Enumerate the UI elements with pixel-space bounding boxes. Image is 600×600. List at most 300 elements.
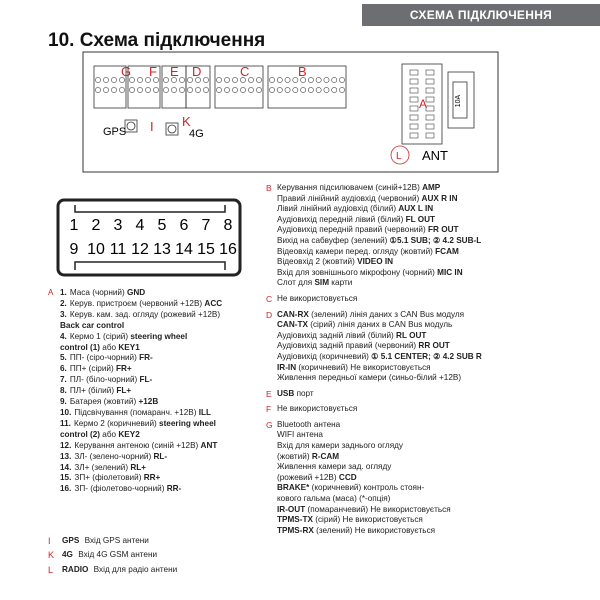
connector-a-pin [426,106,434,111]
connector-pin [129,77,134,82]
legend-lines [277,404,596,415]
group-letter: D [266,309,273,320]
pin-signal: ILL [198,407,212,417]
desc: Аудіовихід (коричневий) [277,351,372,361]
gps-label: GPS [103,126,127,138]
pin-number: 12 [131,241,149,258]
letter-i: I [150,119,154,134]
pin-row [48,419,278,430]
antenna-text [62,563,177,577]
legend-line [277,320,596,331]
pin-signal: KEY1 [118,342,140,352]
pin-number: 15 [197,241,215,258]
desc: (зелений) Не використовується [313,525,436,535]
pin-row [48,353,278,364]
pin-signal: Back car control [60,320,125,330]
pin-signal: steering wheel [159,418,216,428]
group-letter: A [48,288,54,297]
legend-line [277,257,596,268]
connector-pin [232,87,237,92]
pin-row [48,343,278,354]
signal: SIM [314,278,330,288]
ant-label: ANT [422,148,448,163]
connector-pin [248,87,253,92]
pin-signal: RL+ [130,462,147,472]
connector-pin [339,87,344,92]
pin-desc: Батарея (жовтий) [69,397,139,407]
pin-number: 7 [201,217,211,234]
pin-row [48,375,278,386]
pin-signal: control (1) [60,342,101,352]
legend-line [277,225,596,236]
group-letter: I [48,536,51,546]
connector-letter: D [192,64,202,79]
pin-row [48,364,278,375]
pin-row [48,452,278,463]
desc: кового гальма (маса) (*-опція) [277,494,391,504]
pin-desc: Керув. пристроєм (червоний +12В) [69,298,205,308]
connector-a-pin [410,133,418,138]
group-letter [48,343,60,354]
fuse-label: 10A [455,94,462,108]
pin-desc: Маса (чорний) [69,288,128,297]
header-band: СХЕМА ПІДКЛЮЧЕННЯ [362,4,600,26]
group-letter: G [266,419,273,430]
connector-letter: G [121,64,132,79]
antenna-signal: RADIO [62,564,89,574]
connector-pin [324,77,329,82]
signal: AMP [422,183,441,192]
pin-text [60,353,153,364]
connector-pin [179,77,184,82]
pin-signal: steering wheel [130,331,188,341]
pin-row [48,441,278,452]
desc: Відеовхід камери перед. огляду (жовтий) [277,246,436,256]
legend-line [277,268,596,279]
connector-pin [332,77,337,82]
pin-number: 14 [175,241,193,258]
pin-desc: Керув. кам. зад. огляду (рожевий +12В) [69,309,221,319]
pin-number: 6 [179,217,189,234]
group-letter [48,441,60,452]
connector-pin [171,87,176,92]
pin-desc: або [100,342,119,352]
connector-pin [224,77,229,82]
connector-block [94,64,346,108]
group-letter [48,375,60,386]
connector-pin [163,77,168,82]
pin-desc: ПП- (сіро-чорний) [69,353,140,363]
legend-line [277,278,596,289]
group-letter [48,408,60,419]
connector-a-pin [426,97,434,102]
legend-line [277,194,596,205]
desc: (помаранчевий) Не використовується [305,504,451,514]
connector-a-pin [426,133,434,138]
connector-pin [308,77,313,82]
connector-pin [95,77,100,82]
pin-number: 3 [113,217,123,234]
connector16-key-bottom [75,262,225,270]
pin-desc: ПЛ- (біло-чорний) [69,375,140,385]
connector-pin [137,87,142,92]
desc: (коричневий) контроль стоян- [309,483,425,493]
connector-a-pin [426,124,434,129]
pin-row [48,463,278,474]
legend-lines [277,389,596,400]
pin-signal: FL- [139,375,153,385]
desc: (жовтий) [277,451,312,461]
pin-desc: Керування антеною (синій +12В) [74,440,201,450]
signal: IR-OUT [277,504,306,514]
connector-pin [203,87,208,92]
pin-text [60,364,132,375]
antenna-signal: GPS [62,536,80,545]
group-letter [48,397,60,408]
antenna-signal: 4G [62,550,73,560]
pin-signal: ANT [200,440,218,450]
pin-signal: FR+ [116,364,132,374]
letter-k: K [182,114,191,129]
signal: ①5.1 SUB; ② 4.2 SUB-L [389,235,482,245]
legend-line [277,452,596,463]
pin-desc: або [100,429,119,439]
pin-desc: ПЛ+ (білий) [69,386,117,396]
pin-text [60,343,140,354]
signal: R-CAM [311,451,340,461]
connector-a-pin [410,124,418,129]
pin-text [60,441,217,452]
signal: FR OUT [428,225,459,235]
legend-line [277,494,596,505]
pin-number: 9 [69,241,79,258]
antenna-text [62,534,149,548]
group-letter [48,430,60,441]
legend-line [277,462,596,473]
pin-signal: RR- [166,484,182,494]
connector-block-4 [215,66,263,108]
title-number: 10. [48,30,75,51]
signal: RR OUT [418,341,450,351]
connector-pin [216,87,221,92]
connector-pin [203,77,208,82]
pin-text [60,397,158,408]
legend-line [277,363,596,374]
pin-num: 11. [60,418,71,428]
connector-pin [301,87,306,92]
group-letter [48,321,60,332]
connector-pin [256,87,261,92]
pin-desc: Кермо 1 (сірий) [69,331,131,341]
legend-line [277,236,596,247]
pin-row [48,430,278,441]
legend-line [277,473,596,484]
pin-number: 4 [135,217,145,234]
connector-pin [339,77,344,82]
legend-line [277,373,596,384]
g4-socket-hole [168,125,176,133]
legend-line [277,515,596,526]
legend-line [277,404,596,415]
connector-a-pin [410,106,418,111]
connector-pin [224,87,229,92]
connector-pin [256,77,261,82]
pin-signal: FL+ [116,386,132,396]
signal: USB [277,388,295,398]
signal: CAN-TX [277,320,308,330]
pin-text [60,288,145,299]
connector-pin [187,87,192,92]
connector-pin [119,87,124,92]
signal: AUX L IN [398,204,434,214]
connector-pin [111,77,116,82]
pin-num: 8. [60,386,67,396]
pin-number: 11 [109,241,127,258]
pin-desc: Кермо 2 (коричневий) [73,418,160,428]
signal: CCD [338,472,357,482]
legend-block [266,420,596,537]
desc: Аудіовихід передній правий (червоний) [277,225,429,235]
pin-number: 1 [69,217,79,234]
antenna-row [48,563,278,577]
legend-block [266,183,596,289]
pin-row [48,321,278,332]
pin-row [48,484,278,495]
g4-label: 4G [189,128,204,140]
antenna-desc: Вхід 4G GSM антени [75,550,158,560]
connector-a-pin [410,97,418,102]
desc: Відеовхід 2 (жовтий) [277,257,358,267]
pin-desc: ЗЛ- (зелено-чорний) [74,451,154,461]
pin-number: 5 [157,217,167,234]
connector-a-pin [426,115,434,120]
connector-a-pin [426,88,434,93]
desc: Не використовується [277,404,358,414]
pin-desc: Підсвічування (помаранч. +12В) [74,407,199,417]
signal: CAN-RX [277,309,309,319]
connector-pin [232,77,237,82]
connector-pin [179,87,184,92]
connector-pin [145,87,150,92]
pin-row [48,332,278,343]
desc: Правий лінійний аудіовхід (червоний) [277,193,422,203]
antenna-text [62,548,157,562]
group-letter [48,473,60,484]
pin-number: 16 [219,241,237,258]
signal: ① 5.1 CENTER; ② 4.2 SUB R [371,351,482,361]
antenna-row [48,534,278,548]
legend-block [266,310,596,384]
connector-pin [324,87,329,92]
connector-a-pin [426,79,434,84]
connector-pin [153,87,158,92]
pin-signal: GND [127,288,146,297]
pin-num: 4. [60,331,67,341]
desc: Вхід для камери заднього огляду [277,441,403,451]
connector-block-5 [268,66,346,108]
legend-line [277,526,596,537]
signal: TPMS-RX [277,525,314,535]
connector-pin [269,87,274,92]
legend-line [277,389,596,400]
pin-text [60,463,146,474]
pin-text [60,299,222,310]
antenna-desc: Вхід GPS антени [82,536,149,545]
connector-pin [277,87,282,92]
legend-block [266,294,596,305]
desc: Bluetooth антена [277,419,341,429]
connector-pin [332,87,337,92]
connector-a-pin [410,70,418,75]
signal: TPMS-TX [277,515,313,525]
legend-line [277,204,596,215]
signal: AUX R IN [421,193,458,203]
desc: Лівий лінійний аудіовхід (білий) [277,204,399,214]
connector-pin [111,87,116,92]
group-letter: L [48,564,54,575]
connector-a-pin [426,70,434,75]
desc: Не використовується [277,293,358,303]
group-letter [48,463,60,474]
pin-text [60,321,124,332]
pin-text [60,452,167,463]
group-letter: E [266,388,272,399]
connector-letter: C [240,64,250,79]
group-letter: B [266,183,272,193]
pin-signal: KEY2 [118,429,140,439]
group-letter: C [266,293,273,304]
connector-a-pin [410,79,418,84]
connector-a-pin [410,88,418,93]
pin-text [60,310,220,321]
legend-line [277,215,596,226]
letter-l: L [396,151,402,162]
connector-pin [285,87,290,92]
connector-pin [129,87,134,92]
group-letter [48,353,60,364]
pin-signal: control (2) [60,429,101,439]
connector-pin [269,77,274,82]
group-letter [48,310,60,321]
connector-pin [240,87,245,92]
pin-number: 8 [223,217,233,234]
pin-signal: RR+ [143,473,161,483]
group-letter [48,299,60,310]
legend-line [277,247,596,258]
connector-pin [293,87,298,92]
desc: WIFI антена [277,430,323,440]
group-letter [48,484,60,495]
desc: Слот для [277,278,315,288]
pin-desc: ПП+ (сірий) [69,364,117,374]
desc: (зелений) лінія даних з CAN Bus модуля [308,309,465,319]
pin-text [60,332,187,343]
title-text: Схема підключення [79,30,266,51]
connector-pin [285,77,290,82]
legend-line [277,341,596,352]
pin-signal: ACC [204,298,223,308]
pin-number: 13 [153,241,171,258]
connector-pin [137,77,142,82]
legend-block [266,404,596,415]
pin-row [48,299,278,310]
pin-row [48,473,278,484]
legend-line [277,430,596,441]
legend-line [277,420,596,431]
desc: (коричневий) Не використовується [296,362,431,372]
connector-pin [95,87,100,92]
desc: Вхід для зовнішнього мікрофону (чорний) [277,267,438,277]
connector-pin [216,77,221,82]
pin-num: 10. [60,407,72,417]
pin-text [60,375,152,386]
desc: порт [294,388,314,398]
signal: IR-IN [277,362,297,372]
legend-lines [277,294,596,305]
pin-row [48,397,278,408]
pin-text [60,408,211,419]
connector-letter: F [149,64,157,79]
pin-num: 5. [60,353,67,363]
pin-row [48,288,278,299]
pin-num: 16. [60,484,72,494]
connector-letter: B [298,64,307,79]
antenna-row [48,548,278,562]
desc: Аудіовихід передній лівий (білий) [277,214,406,224]
gps-socket-hole [127,122,135,130]
legend-line [277,183,596,194]
spacer [266,536,596,541]
group-letter [48,419,60,430]
legend-line [277,441,596,452]
connector16-pins [70,217,237,258]
pin-text [60,430,140,441]
pin-text [60,473,160,484]
legend-line [277,352,596,363]
pin-row [48,310,278,321]
desc: Аудіовихід задній лівий (білий) [277,330,397,340]
legend-line [277,483,596,494]
pin-legend [48,288,278,495]
signal: FL OUT [405,214,436,224]
pin-signal: +12В [138,397,159,407]
connector-pin [163,87,168,92]
signal: FCAM [435,246,459,256]
legend-line [277,331,596,342]
connector16-key-top [75,205,225,212]
pin-num: 9. [60,397,67,407]
connector-pin [103,87,108,92]
signal: RL OUT [396,330,427,340]
signal: BRAKE* [277,483,310,493]
pin-text [60,484,181,495]
desc: Вихід на сабвуфер (зелений) [277,235,390,245]
legend-lines [277,183,596,289]
pin-number: 2 [91,217,101,234]
group-letter [48,332,60,343]
desc: Живлення камери зад. огляду [277,462,392,472]
legend-line [277,505,596,516]
connector-pin [277,77,282,82]
pin-num: 3. [60,309,67,319]
pin-text [60,386,131,397]
pin-num: 2. [60,298,67,308]
pin-num: 7. [60,375,67,385]
pin-desc: ЗЛ+ (зелений) [74,462,131,472]
pin-signal: RL- [153,451,168,461]
pin-desc: ЗП- (фіолетово-чорний) [74,484,167,494]
group-letter [48,452,60,463]
